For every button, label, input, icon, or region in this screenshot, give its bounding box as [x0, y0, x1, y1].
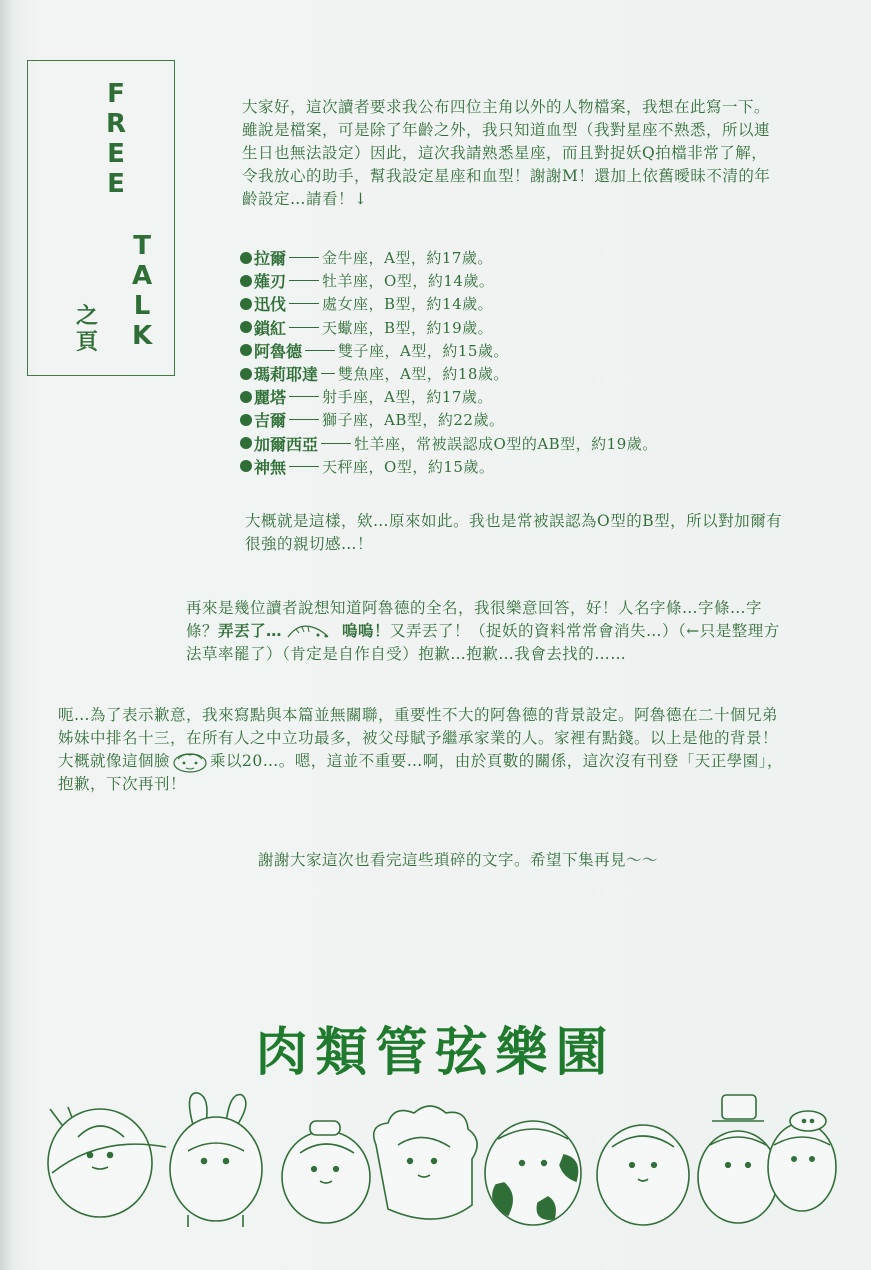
character-info: 射手座，A型，約17歲。 [322, 388, 493, 407]
character-doodles-illustration [38, 1085, 838, 1230]
dash-line [289, 419, 319, 420]
doodle-pig-icon [768, 1111, 836, 1211]
free-letter: R [106, 109, 127, 139]
bullet-icon [240, 437, 252, 449]
doodle-cap-icon [282, 1121, 370, 1223]
character-info: 雙子座，A型，約15歲。 [338, 341, 509, 360]
talk-letter: T [133, 231, 151, 261]
character-info: 牡羊座，O型，約14歲。 [322, 272, 495, 291]
name-paragraph [186, 597, 786, 666]
bullet-icon [240, 414, 252, 426]
background-paragraph [58, 704, 788, 796]
dash-line [321, 373, 335, 374]
character-info: 天秤座，O型，約15歲。 [322, 457, 495, 476]
face-doodle-icon [170, 751, 210, 773]
free-label [106, 79, 126, 199]
thanks-paragraph: 謝謝大家這次也看完這些瑣碎的文字。希望下集再見～～ [258, 851, 659, 869]
character-name: 薙刃 [254, 272, 287, 292]
character-name: 麗塔 [254, 388, 287, 408]
character-info: 處女座，B型，約14歲。 [322, 295, 494, 314]
intro-paragraph: 大家好，這次讀者要求我公布四位主角以外的人物檔案，我想在此寫一下。雖說是檔案，可是除了年齡之外，我只知道血型（我對星座不熟悉，所以連生日也無法設定）因此，這次我請熟悉星座，而且對捉妖Q拍檔非常了解，令我放心的助手，幫我設定星座和血型！謝謝M！還加上依舊曖昧不清的年齡設定…請看！↓ [242, 98, 771, 208]
talk-letter: A [132, 261, 153, 291]
character-name: 阿魯德 [254, 341, 303, 361]
character-info: 天蠍座，B型，約19歲。 [322, 318, 494, 337]
character-info: 獅子座，AB型，約22歲。 [322, 411, 505, 430]
bullet-icon [240, 368, 252, 380]
page-title: 肉類管弦樂園 [255, 1023, 616, 1083]
zhi-label: 之 [76, 304, 99, 329]
bullet-icon [240, 298, 252, 310]
doodle-rabbit-icon [170, 1093, 262, 1227]
lost-text: 弄丟了… [218, 622, 283, 640]
dash-line [289, 280, 319, 281]
character-name: 神無 [254, 457, 287, 477]
doodle-cow-icon [485, 1121, 581, 1225]
list-item [240, 432, 658, 455]
bullet-icon [240, 275, 252, 287]
dash-line [289, 303, 319, 304]
character-name: 拉爾 [254, 249, 287, 269]
bg-text-2: 乘以20…。嗯，這並不重要…啊，由於頁數的關係，這次沒有刊登「天正學園」，抱歉，下次再刊！ [58, 752, 783, 793]
list-item [240, 408, 658, 431]
bullet-icon [240, 460, 252, 472]
talk-label [132, 231, 152, 351]
list-item [240, 339, 658, 362]
character-info: 雙魚座，A型，約18歲。 [338, 365, 509, 384]
character-name: 瑪莉耶達 [254, 365, 319, 385]
free-talk-box [27, 60, 175, 376]
list-item [240, 385, 658, 408]
list-item [240, 246, 658, 269]
bg-text-1: 呃…為了表示歉意，我來寫點與本篇並無關聯，重要性不大的阿魯德的背景設定。阿魯德在二十個兄弟姊妹中排名十三，在所有人之中立功最多，被父母賦予繼承家業的人。家裡有點錢。以上是他的背景！大概就像這個臉 [58, 706, 779, 770]
list-item [240, 455, 658, 478]
doodle-round-icon [597, 1125, 689, 1225]
doodle-pot-hat-icon [698, 1095, 778, 1223]
sob-text: 嗚嗚！ [342, 622, 391, 640]
bullet-icon [240, 252, 252, 264]
sad-face-doodle-icon [282, 621, 342, 643]
doodle-cat-icon [48, 1107, 166, 1217]
thus-paragraph: 大概就是這樣，欸…原來如此。我也是常被誤認為O型的B型，所以對加爾有很強的親切感…！ [245, 512, 783, 553]
character-info: 牡羊座，常被誤認成O型的AB型，約19歲。 [354, 434, 658, 453]
name-text-2: 又弄丟了！（捉妖的資料常常會消失…）（←只是整理方法草率罷了）（肯定是自作自受）抱歉…抱歉…我會去找的…… [186, 622, 780, 663]
ye-label: 頁 [76, 330, 99, 355]
dash-line [289, 396, 319, 397]
name-text-1: 再來是幾位讀者說想知道阿魯德的全名，我很樂意回答，好！人名字條…字條…字條？ [186, 599, 763, 640]
bullet-icon [240, 321, 252, 333]
character-name: 鎖紅 [254, 318, 287, 338]
free-letter: E [107, 139, 125, 169]
dash-line [305, 350, 335, 351]
bullet-icon [240, 344, 252, 356]
doodle-sheep-icon [374, 1106, 477, 1219]
list-item [240, 269, 658, 292]
character-info: 金牛座，A型，約17歲。 [322, 249, 493, 268]
free-letter: F [107, 79, 125, 109]
dash-line [321, 443, 351, 444]
list-item [240, 316, 658, 339]
free-letter: E [107, 169, 125, 199]
bullet-icon [240, 391, 252, 403]
character-name: 迅伐 [254, 295, 287, 315]
talk-letter: L [133, 291, 151, 321]
list-item [240, 362, 658, 385]
dash-line [289, 327, 319, 328]
character-name: 加爾西亞 [254, 434, 319, 454]
dash-line [289, 466, 319, 467]
list-item [240, 292, 658, 315]
dash-line [289, 257, 319, 258]
character-name: 吉爾 [254, 411, 287, 431]
character-list [240, 246, 658, 478]
talk-letter: K [132, 321, 153, 351]
